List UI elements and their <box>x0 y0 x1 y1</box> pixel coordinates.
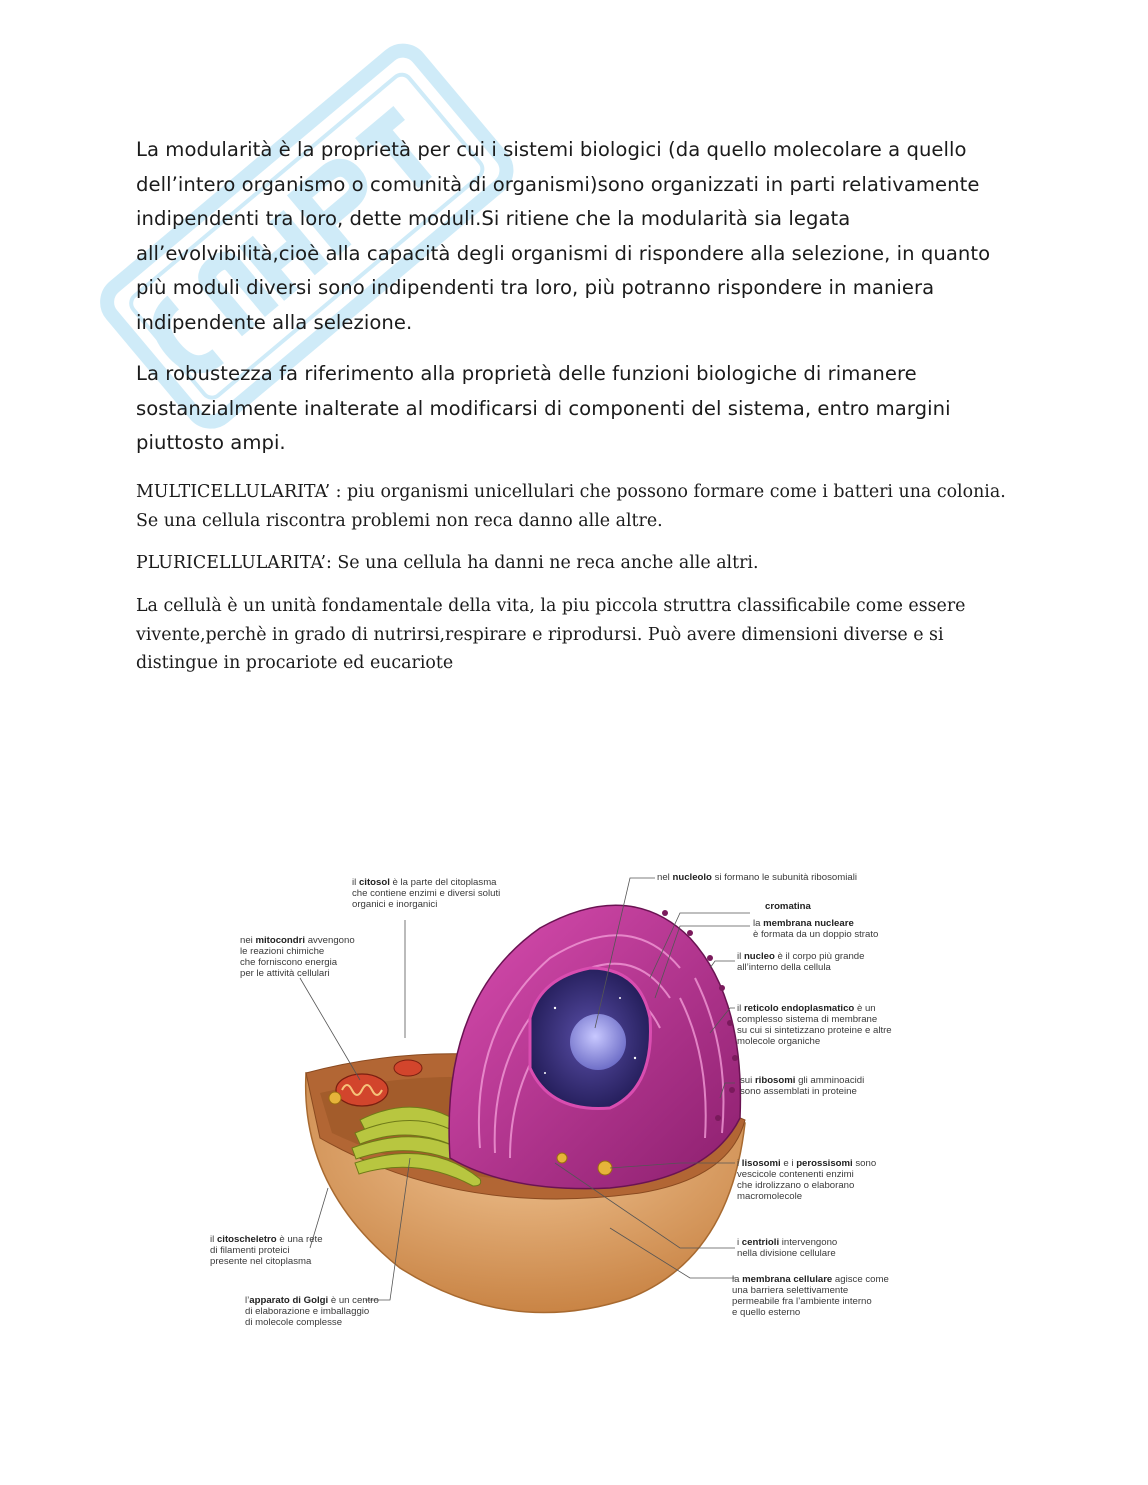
label-citosol: il citosol è la parte del citoplasma che contiene enzimi e diversi soluti organici e inorganici <box>352 877 501 910</box>
cell-diagram-svg <box>210 858 920 1338</box>
label-reticolo-endoplasmatico: il reticolo endoplasmatico è un complesso sistema di membrane su cui si sintetizzano proteine e altre molecole organiche <box>737 1003 892 1047</box>
label-apparato-golgi: l’apparato di Golgi è un centro di elaborazione e imballaggio di molecole complesse <box>245 1295 379 1328</box>
label-citoscheletro: il citoscheletro è una rete di filamenti proteici presente nel citoplasma <box>210 1234 323 1267</box>
paragraph-pluricellularita: PLURICELLULARITA’: Se una cellula ha danni ne reca anche alle altri. <box>136 553 759 573</box>
label-nucleolo: nel nucleolo si formano le subunità ribosomiali <box>657 872 857 883</box>
cell-diagram <box>210 858 920 1338</box>
paragraph-cellula: La cellulà è un unità fondamentale della vita, la piu piccola struttra classificabile come essere vivente,perchè in grado di nutrirsi,respirare e riprodursi. Può avere dimensioni diverse e si distingue in procariote ed eucariote <box>136 596 966 674</box>
label-ribosomi: sui ribosomi gli amminoacidi sono assemblati in proteine <box>740 1075 865 1097</box>
label-membrana-cellulare: la membrana cellulare agisce come una barriera selettivamente permeabile fra l’ambiente interno e quello esterno <box>732 1274 889 1318</box>
paragraph-modularita: La modularità è la proprietà per cui i sistemi biologici (da quello molecolare a quello dell’intero organismo o comunità di organismi)sono organizzati in parti relativamente indipendenti tra loro, dette moduli.Si ritiene che la modularità sia legata all’evolvibilità,cioè alla capacità degli organismi di rispondere alla selezione, in quanto più moduli diversi sono indipendenti tra loro, più potranno rispondere in maniera indipendente alla selezione. <box>136 138 991 334</box>
label-lisosomi: i lisosomi e i perossisomi sono vescicole contenenti enzimi che idrolizzano o elaborano macromolecole <box>737 1158 877 1202</box>
label-centrioli: i centrioli intervengono nella divisione cellulare <box>737 1237 838 1259</box>
label-mitocondri: nei mitocondri avvengono le reazioni chimiche che forniscono energia per le attività cellulari <box>240 935 355 979</box>
label-membrana-nucleare: la membrana nucleare è formata da un doppio strato <box>753 918 879 940</box>
label-nucleo: il nucleo è il corpo più grande all’interno della cellula <box>737 951 865 973</box>
nucleolus <box>570 1014 626 1070</box>
paragraph-multicellularita: MULTICELLULARITA’ : piu organismi unicellulari che possono formare come i batteri una colonia. Se una cellula riscontra problemi non reca danno alle altre. <box>136 482 1006 531</box>
paragraph-robustezza: La robustezza fa riferimento alla proprietà delle funzioni biologiche di rimanere sostanzialmente inalterate al modificarsi di componenti del sistema, entro margini piuttosto ampi. <box>136 362 951 454</box>
label-cromatina: cromatina <box>765 901 811 912</box>
